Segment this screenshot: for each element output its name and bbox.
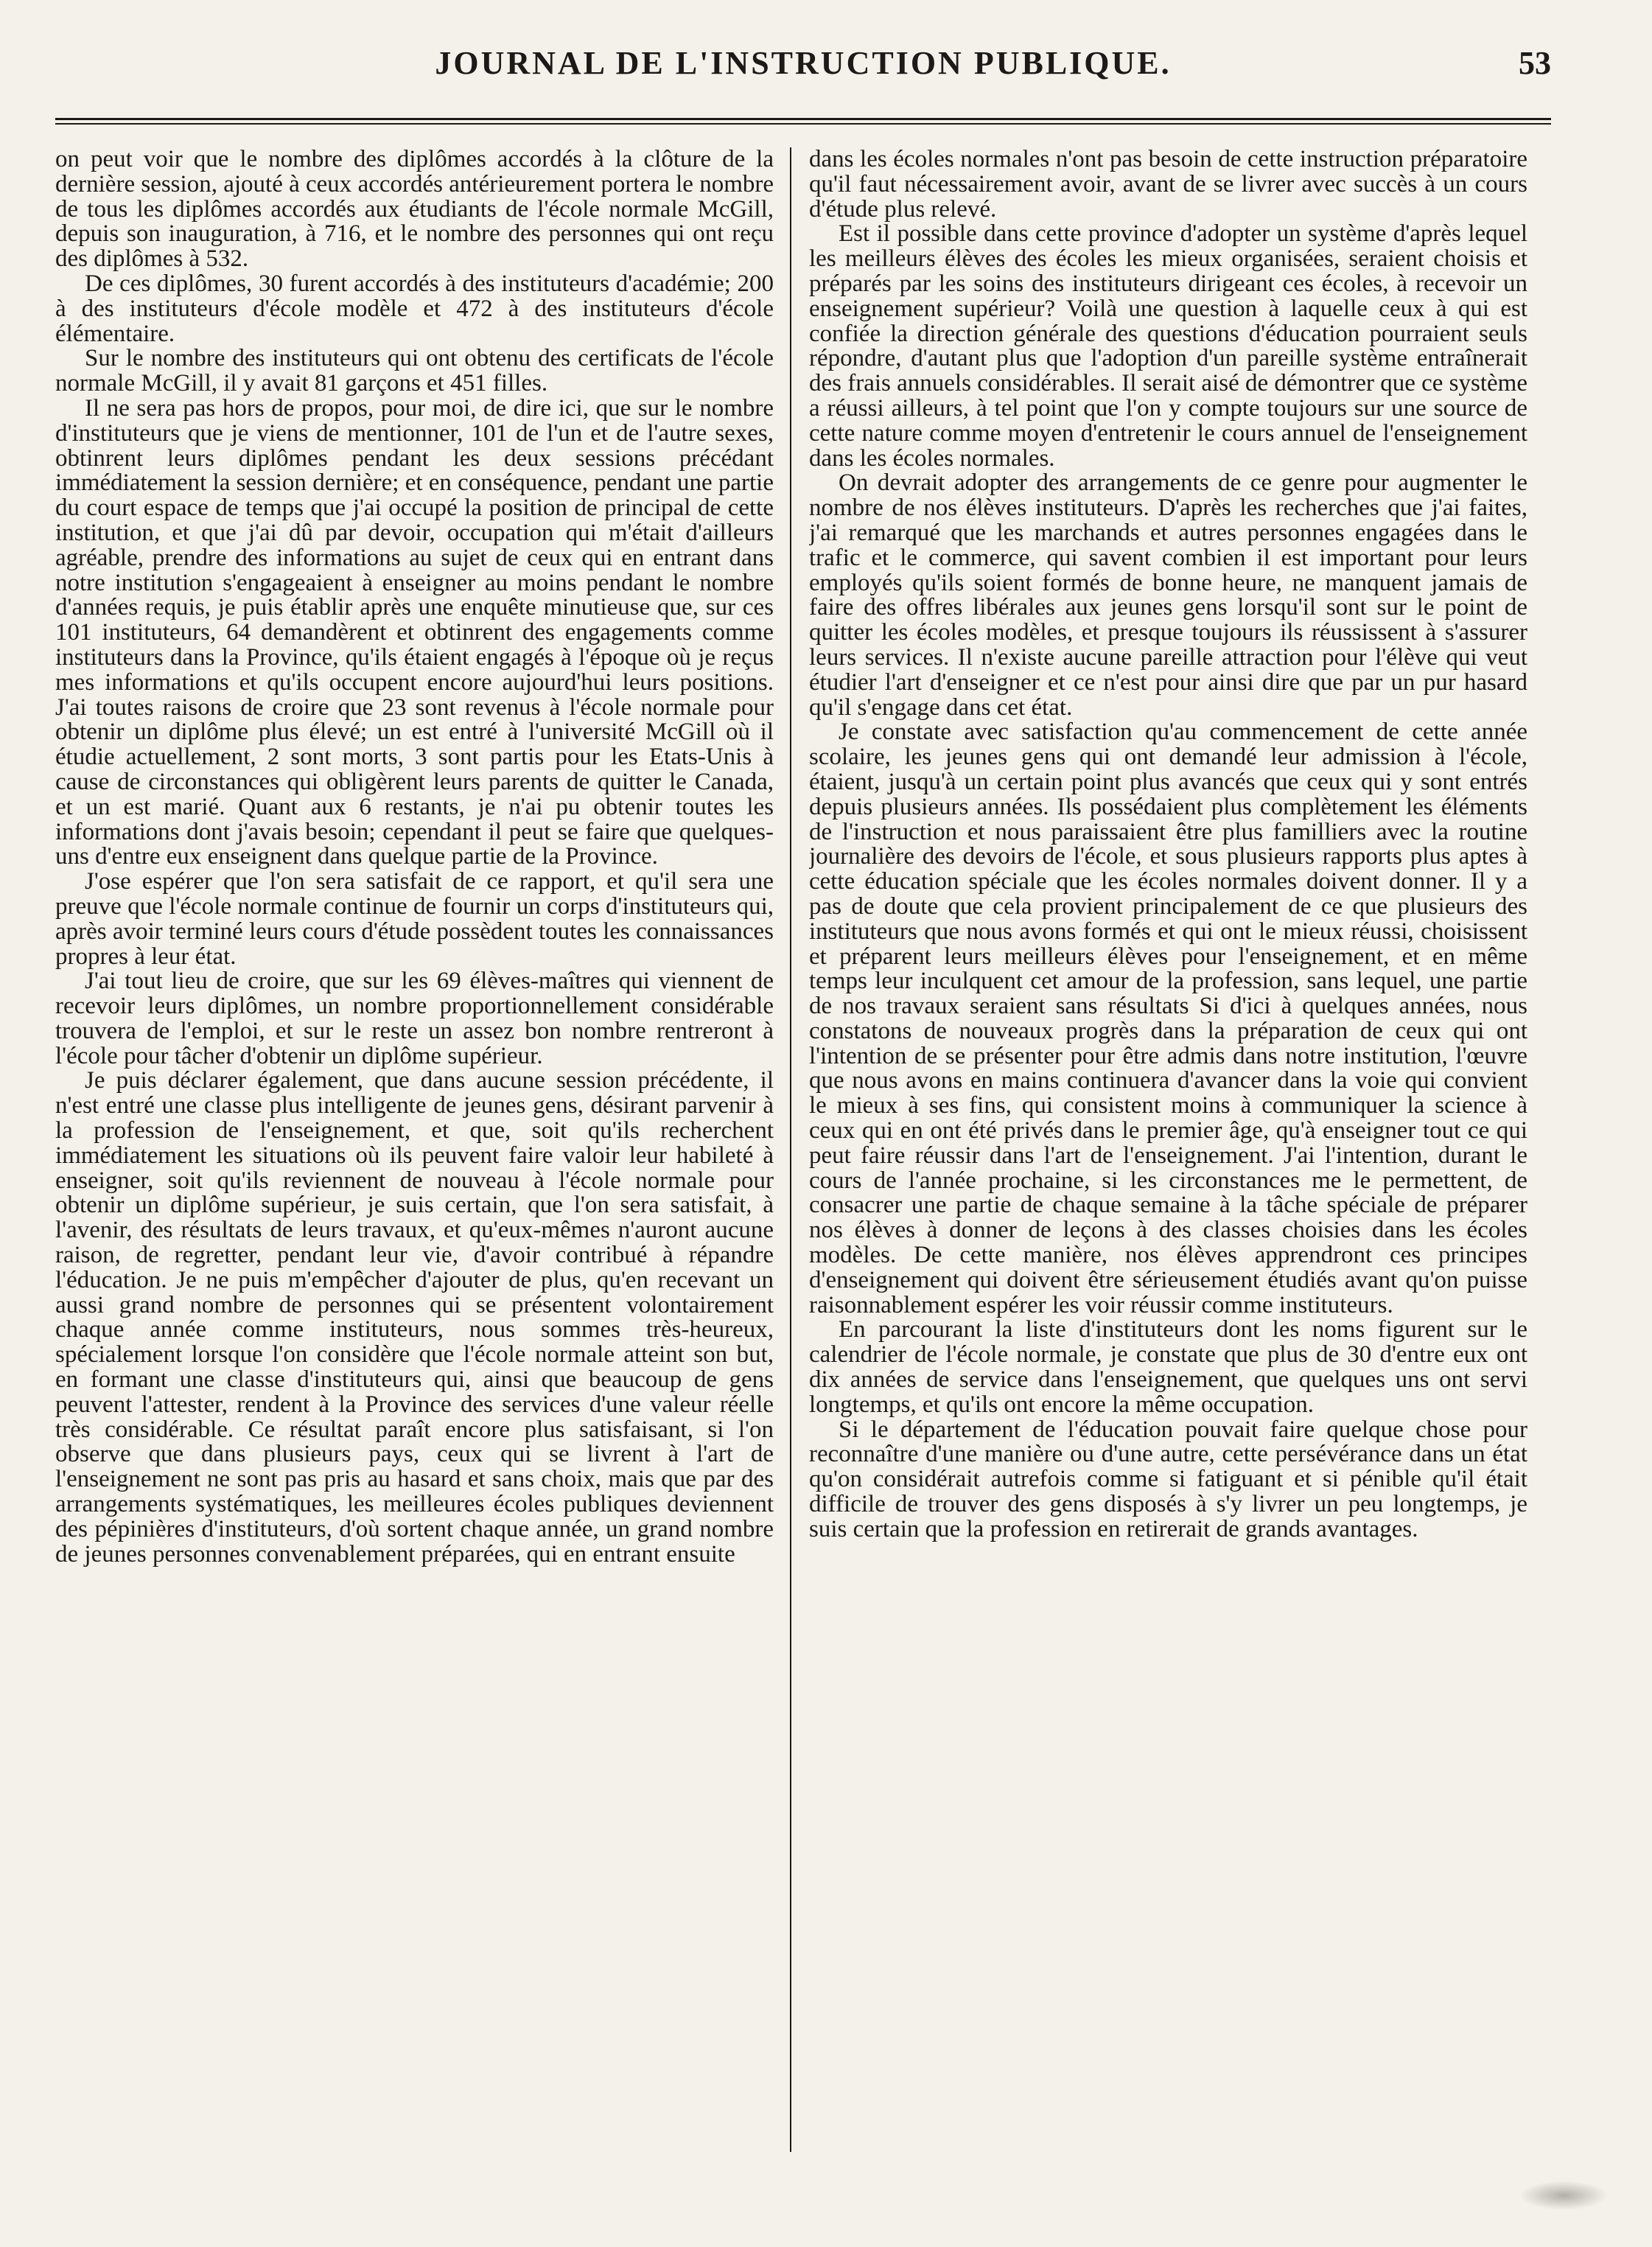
page-number: 53 <box>1519 45 1551 81</box>
paragraph: J'ai tout lieu de croire, que sur les 69 élèves-maîtres qui viennent de recevoir leurs diplômes, un nombre proportionnellement considérable trouvera de l'emploi, et sur le reste un assez bon nombre rentreront à l'école pour tâcher d'obtenir un diplôme supérieur. <box>55 968 774 1069</box>
running-title: JOURNAL DE L'INSTRUCTION PUBLIQUE. <box>435 45 1172 81</box>
paragraph: J'ose espérer que l'on sera satisfait de ce rapport, et qu'il sera une preuve que l'école normale continue de fournir un corps d'instituteurs qui, après avoir terminé leurs cours d'étude possèdent toutes les connaissances propres à leur état. <box>55 868 774 970</box>
paragraph: Je puis déclarer également, que dans aucune session précédente, il n'est entré une classe plus intelligente de jeunes gens, désirant parvenir à la profession de l'enseignement, et que, soit qu'ils recherchent immédiatement les situations où ils peuvent faire valoir leur habileté à enseigner, soit qu'ils reviennent de nouveau à l'école normale pour obtenir un diplôme supérieur, je suis certain, que l'on sera satisfait, à l'avenir, des résultats de leurs travaux, et qu'eux-mêmes n'auront aucune raison, de regretter, pendant leur vie, d'avoir contribué à répandre l'éducation. Je ne puis m'empêcher d'ajouter de plus, qu'en recevant un aussi grand nombre de personnes qui se présentent volontairement chaque année comme instituteurs, nous sommes très-heureux, spécialement lorsque l'on considère que l'école normale atteint son but, en formant une classe d'instituteurs qui, ainsi que beaucoup de gens peuvent l'attester, rendent à la Province des services d'une valeur réelle très considérable. Ce résultat paraît encore plus satisfaisant, si l'on observe que dans plusieurs pays, ceux qui se livrent à l'art de l'enseignement ne sont pas pris au hasard et sans choix, mais que par des arrangements systématiques, les meilleures écoles publiques deviennent des pépinières d'instituteurs, d'où sortent chaque année, un grand nombre de jeunes personnes convenablement préparées, qui en entrant ensuite <box>55 1067 774 1568</box>
paragraph: Sur le nombre des instituteurs qui ont obtenu des certificats de l'école normale McGill, il y avait 81 garçons et 451 filles. <box>55 345 774 397</box>
paragraph: De ces diplômes, 30 furent accordés à des instituteurs d'académie; 200 à des instituteurs d'école modèle et 472 à des instituteurs d'école élémentaire. <box>55 270 774 347</box>
page-header <box>55 44 1551 96</box>
column-divider <box>790 147 791 2152</box>
right-column <box>809 147 1527 2152</box>
paragraph: On devrait adopter des arrangements de ce genre pour augmenter le nombre de nos élèves instituteurs. D'après les recherches que j'ai faites, j'ai remarqué que les marchands et autres personnes engagées dans le trafic et le commerce, qui savent combien il est important pour leurs employés qu'ils soient formés de bonne heure, ne manquent jamais de faire des offres libérales aux jeunes gens lorsqu'il sont sur le point de quitter les écoles modèles, et presque toujours ils réussissent à s'assurer leurs services. Il n'existe aucune pareille attraction pour l'élève qui veut étudier l'art d'enseigner et ce n'est pour ainsi dire que par un pur hasard qu'il s'engage dans cet état. <box>809 469 1527 721</box>
paragraph: on peut voir que le nombre des diplômes accordés à la clôture de la dernière session, ajouté à ceux accordés antérieurement portera le nombre de tous les diplômes accordés aux étudiants de l'école normale McGill, depuis son inauguration, à 716, et le nombre des personnes qui ont reçu des diplômes à 532. <box>55 147 774 273</box>
left-column <box>55 147 774 2152</box>
paragraph: Il ne sera pas hors de propos, pour moi, de dire ici, que sur le nombre d'instituteurs que je viens de mentionner, 101 de l'un et de l'autre sexes, obtinrent leurs diplômes pendant les deux sessions précédant immédiatement la session dernière; et en conséquence, pendant une partie du court espace de temps que j'ai occupé la position de principal de cette institution, et que j'ai dû par devoir, occupation qui m'était d'ailleurs agréable, prendre des informations au sujet de ceux qui en entrant dans notre institution s'engageaient à enseigner au moins pendant le nombre d'années requis, je puis établir après une enquête minutieuse que, sur ces 101 instituteurs, 64 demandèrent et obtinrent des engagements comme instituteurs dans la Province, qu'ils étaient engagés à l'époque où je reçus mes informations et qu'ils occupent encore aujourd'hui leurs positions. J'ai toutes raisons de croire que 23 sont revenus à l'école normale pour obtenir un diplôme plus élevé; un est entré à l'université McGill où il étudie actuellement, 2 sont morts, 3 sont partis pour les Etats-Unis à cause de circonstances qui obligèrent leurs parents de quitter le Canada, et un est marié. Quant aux 6 restants, je n'ai pu obtenir toutes les informations dont j'avais besoin; cependant il peut se faire que quelques-uns d'entre eux enseignent dans quelque partie de la Province. <box>55 394 774 870</box>
paragraph: dans les écoles normales n'ont pas besoin de cette instruction préparatoire qu'il faut nécessairement avoir, avant de se livrer avec succès à un cours d'étude plus relevé. <box>809 147 1527 223</box>
paragraph: En parcourant la liste d'instituteurs dont les noms figurent sur le calendrier de l'école normale, je constate que plus de 30 d'entre eux ont dix années de service dans l'enseignement, que quelques uns ont servi longtemps, et qu'ils ont encore la même occupation. <box>809 1316 1527 1418</box>
header-rule <box>55 118 1551 125</box>
paragraph: Si le département de l'éducation pouvait faire quelque chose pour reconnaître d'une manière ou d'une autre, cette persévérance dans un état qu'on considérait autrefois comme si fatiguant et si pénible qu'il était difficile de trouver des gens disposés à s'y livrer un peu longtemps, je suis certain que la profession en retirerait de grands avantages. <box>809 1416 1527 1542</box>
ink-smudge <box>1519 2181 1608 2210</box>
paragraph: Est il possible dans cette province d'adopter un système d'après lequel les meilleurs élèves des écoles les mieux organisées, seraient choisis et préparés par les soins des instituteurs dirigeant ces écoles, à recevoir un enseignement supérieur? Voilà une question à laquelle ceux à qui est confiée la direction générale des questions d'éducation pourraient seuls répondre, d'autant plus que l'adoption d'un pareille système entraînerait des frais annuels considérables. Il serait aisé de démontrer que ce système a réussi ailleurs, à tel point que l'on y compte toujours sur une source de cette nature comme moyen d'entretenir le cours annuel de l'enseignement dans les écoles normales. <box>809 220 1527 472</box>
paragraph: Je constate avec satisfaction qu'au commencement de cette année scolaire, les jeunes gens qui ont demandé leur admission à l'école, étaient, jusqu'à un certain point plus avancés que ceux qui y sont entrés depuis plusieurs années. Ils possédaient plus complètement les éléments de l'instruction et nous paraissaient être plus familliers avec la routine journalière des devoirs de l'école, et sous plusieurs rapports plus aptes à cette éducation spéciale que les écoles normales doivent donner. Il y a pas de doute que cela provient principalement de ce que plusieurs des instituteurs que nous avons formés et qui ont le mieux réussi, choisissent et préparent leurs meilleurs élèves pour l'enseignement, et en même temps leur inculquent cet amour de la profession, sans lequel, une partie de nos travaux seraient sans résultats Si d'ici à quelques années, nous constatons de nouveaux progrès dans la préparation de ceux qui ont l'intention de se présenter pour être admis dans notre institution, l'œuvre que nous avons en mains continuera d'avancer dans la voie qui convient le mieux à ses fins, qui consistent moins à communiquer la science à ceux qui en ont été privés dans le premier âge, qu'à enseigner tout ce qui peut faire réussir dans l'art de l'enseignement. J'ai l'intention, durant le cours de l'année prochaine, si les circonstances me le permettent, de consacrer une partie de chaque semaine à la tâche spéciale de préparer nos élèves à donner de leçons à des classes choisies dans les écoles modèles. De cette manière, nos élèves apprendront ces principes d'enseignement qui doivent être sérieusement étudiés avant qu'on puisse raisonnablement espérer les voir réussir comme instituteurs. <box>809 719 1527 1318</box>
